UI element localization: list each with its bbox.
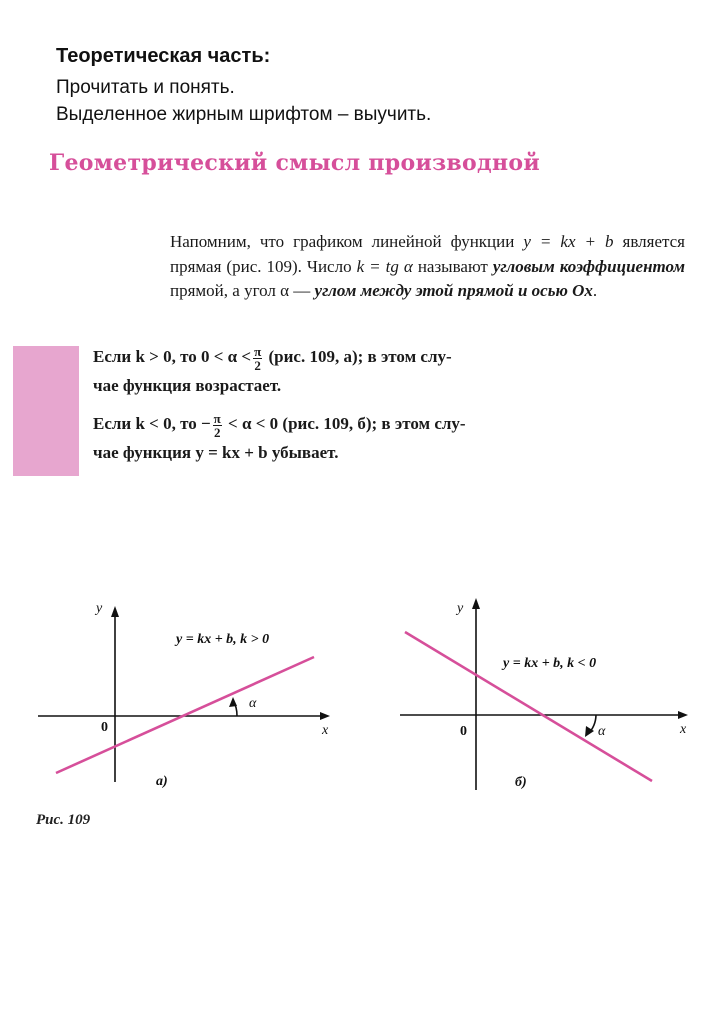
section-title: Геометрический смысл производной — [49, 150, 540, 176]
linear-function-eq: y = kx + b — [523, 232, 614, 251]
fraction-denominator: 2 — [213, 424, 221, 440]
y-label: y — [96, 601, 103, 616]
para-text-4: прямой, а угол α — — [170, 281, 311, 300]
rule-decreasing-line2: чае функция y = kx + b убывает. — [93, 442, 339, 462]
x-label: x — [680, 722, 687, 737]
subfigure-label: а) — [156, 774, 168, 789]
x-axis-arrow — [678, 711, 688, 719]
slide-title: Теоретическая часть: — [56, 45, 271, 67]
para-text-3: называют — [417, 256, 488, 276]
instruction-read: Прочитать и понять. — [56, 77, 235, 98]
rule-increasing-line2: чае функция возрастает. — [93, 375, 282, 395]
function-line-decreasing — [405, 632, 652, 781]
function-equation: y = kx + b, k < 0 — [503, 656, 597, 671]
y-axis-arrow — [472, 598, 480, 609]
term-angle: углом между этой прямой и осью Ox — [314, 281, 593, 300]
term-slope: угловым коэффициентом — [492, 256, 685, 276]
function-equation: y = kx + b, k > 0 — [176, 632, 270, 647]
x-label: x — [322, 723, 329, 738]
fraction-numerator: π — [254, 343, 262, 359]
rule-decreasing-cond: Если k < 0, то − — [93, 414, 211, 433]
figure-caption: Рис. 109 — [36, 812, 91, 828]
angle-label: α — [249, 696, 257, 711]
origin-label: 0 — [460, 724, 467, 739]
fraction-denominator: 2 — [254, 357, 261, 373]
subfigure-label: б) — [515, 775, 527, 790]
para-text-5: . — [592, 281, 598, 300]
origin-label: 0 — [101, 720, 108, 735]
para-text-1: Напомним, что графиком линейной функции — [170, 232, 515, 251]
para-text-2: является прямая (рис. 109). Число — [170, 232, 685, 276]
angle-label: α — [598, 724, 606, 739]
rule-decreasing-ref: < α < 0 (рис. 109, б); в этом слу- — [228, 414, 466, 433]
rule-increasing-ref: (рис. 109, а); в этом слу- — [268, 347, 452, 366]
slope-eq: k = tg α — [356, 256, 413, 276]
y-label: y — [457, 601, 464, 616]
rule-increasing-cond: Если k > 0, то 0 < α < — [93, 347, 252, 366]
fraction-numerator: π — [213, 410, 221, 426]
instruction-learn: Выделенное жирным шрифтом – выучить. — [56, 104, 432, 125]
